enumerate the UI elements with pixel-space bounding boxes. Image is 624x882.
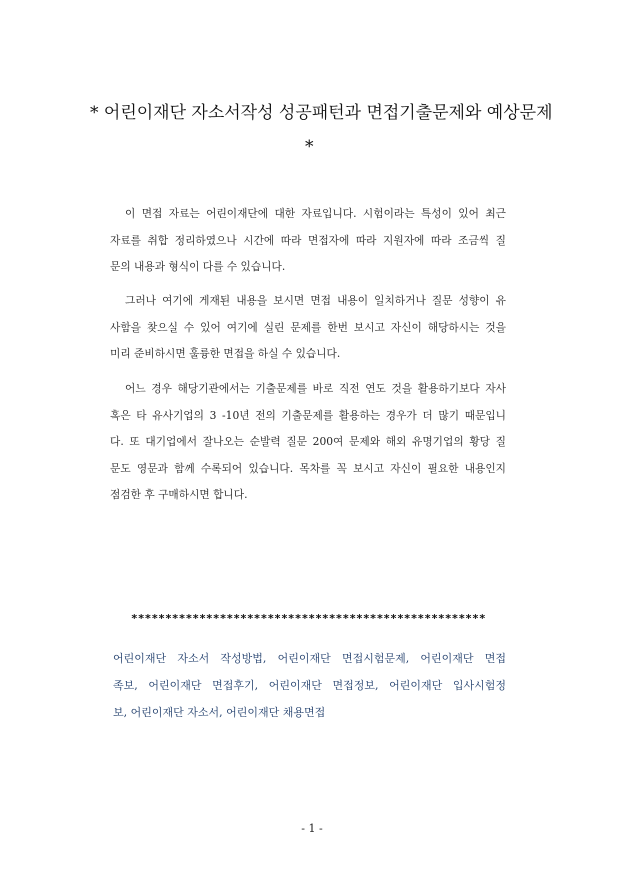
- paragraph-line: 문도 영문과 함께 수록되어 있습니다. 목차를 꼭 보시고 자신이 필요한 내용인지: [110, 461, 506, 475]
- paragraph-line: 그러나 여기에 게재된 내용을 보시면 면접 내용이 일치하거나 질문 성향이 유: [125, 294, 506, 307]
- paragraph-line: 점검한 후 구매하시면 합니다.: [110, 488, 248, 501]
- title-trailing-star: *: [305, 137, 314, 157]
- body-paragraph-1: [110, 201, 510, 281]
- document-title: * 어린이재단 자소서작성 성공패턴과 면접기출문제와 예상문제: [90, 103, 553, 123]
- star-separator: ****************************************************: [131, 612, 486, 625]
- paragraph-line: 어느 경우 해당기관에서는 기출문제를 바로 직전 연도 것을 활용하기보다 자사: [125, 382, 506, 395]
- keyword-line: 족보, 어린이재단 면접후기, 어린이재단 면접정보, 어린이재단 입사시험정: [113, 679, 506, 692]
- keyword-line: 보, 어린이재단 자소서, 어린이재단 채용면접: [113, 706, 326, 719]
- paragraph-line: 다. 또 대기업에서 잘나오는 순발력 질문 200여 문제와 해외 유명기업의 황당 질: [110, 435, 506, 448]
- paragraph-line: 혹은 타 유사기업의 3 -10년 전의 기출문제를 활용하는 경우가 더 많기 때문입니: [110, 408, 506, 422]
- paragraph-line: 미리 준비하시면 훌륭한 면접을 하실 수 있습니다.: [110, 347, 341, 360]
- keyword-list: [113, 645, 509, 726]
- paragraph-line: 이 면접 자료는 어린이재단에 대한 자료입니다. 시험이라는 특성이 있어 최근: [125, 207, 506, 220]
- paragraph-line: 문의 내용과 형식이 다를 수 있습니다.: [110, 260, 286, 273]
- keyword-line: 어린이재단 자소서 작성방법, 어린이재단 면접시험문제, 어린이재단 면접: [113, 652, 506, 665]
- body-paragraph-2: [110, 288, 510, 368]
- page-number: - 1 -: [301, 822, 323, 835]
- body-paragraph-3: [110, 376, 510, 509]
- paragraph-line: 사함을 찾으실 수 있어 여기에 실린 문제를 한번 보시고 자신이 해당하시는 것을: [110, 320, 506, 334]
- paragraph-line: 자료를 취합 정리하였으나 시간에 따라 면접자에 따라 지원자에 따라 조금씩 질: [110, 233, 506, 247]
